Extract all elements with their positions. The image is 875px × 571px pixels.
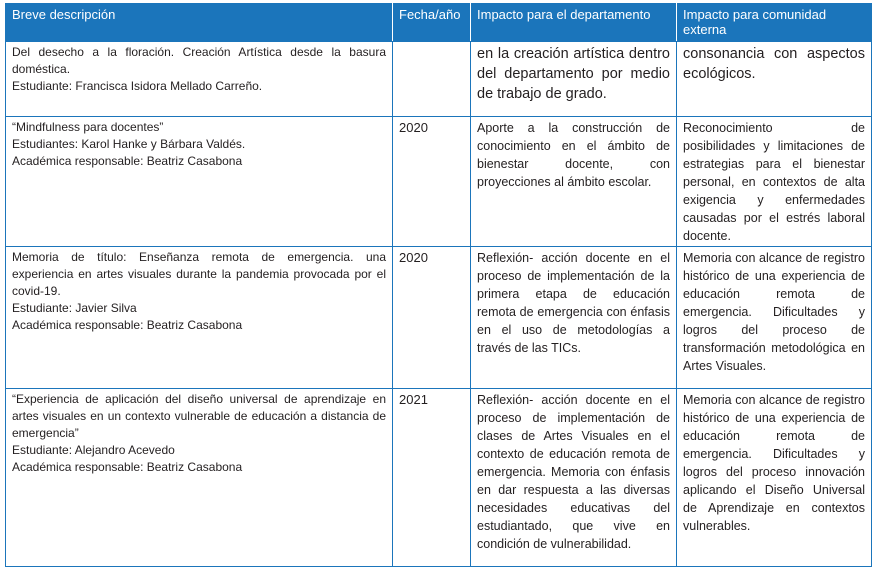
table-row <box>6 389 872 567</box>
impact-department-cell: Reflexión- acción docente en el proceso de implementación de la primera etapa de educación remota de emergencia con énfasis en el uso de metodologías a través de las TICs. <box>471 247 677 389</box>
header-impact-department: Impacto para el departamento <box>471 4 677 42</box>
impact-department-cell: Reflexión- acción docente en el proceso de implementación de clases de Artes Visuales en el contexto de educación remota de emergencia. Memoria con énfasis en dar respuesta a las diversas necesidades educativas del estudiantado, que vive en condición de vulnerabilidad. <box>471 389 677 567</box>
impact-external-cell: Memoria con alcance de registro histórico de una experiencia de educación remota de emergencia. Dificultades y logros del proceso innovación aplicando el Diseño Universal de Aprendizaje en contextos vulnerables. <box>677 389 872 567</box>
description-cell <box>6 389 393 567</box>
description-students: Estudiantes: Karol Hanke y Bárbara Valdés. <box>12 137 246 151</box>
impact-external-cell: Reconocimiento de posibilidades y limitaciones de estrategias para el bienestar personal, en contextos de alta exigencia y enfermedades causadas por el estrés laboral docente. <box>677 117 872 247</box>
impact-department-cell: en la creación artística dentro del departamento por medio de trabajo de grado. <box>471 42 677 117</box>
description-academic: Académica responsable: Beatriz Casabona <box>12 154 243 168</box>
description-title: Del desecho a la floración. Creación Artística desde la basura doméstica. <box>12 45 386 76</box>
table-row <box>6 42 872 117</box>
description-student: Estudiante: Alejandro Acevedo <box>12 443 175 457</box>
impact-external-cell: Memoria con alcance de registro histórico de una experiencia de educación remota de emergencia. Dificultades y logros del proceso de transformación metodológica en Artes Visuales. <box>677 247 872 389</box>
description-cell <box>6 117 393 247</box>
header-impact-external: Impacto para comunidad externa <box>677 4 872 42</box>
description-title: “Experiencia de aplicación del diseño universal de aprendizaje en artes visuales en un contexto vulnerable de educación a distancia de emergencia” <box>12 392 386 440</box>
description-academic: Académica responsable: Beatriz Casabona <box>12 318 243 332</box>
projects-table <box>5 3 872 567</box>
description-cell <box>6 247 393 389</box>
table-row <box>6 117 872 247</box>
table-row <box>6 247 872 389</box>
year-cell: 2020 <box>393 117 471 247</box>
table-header-row <box>6 4 872 42</box>
description-title: Memoria de título: Enseñanza remota de emergencia. una experiencia en artes visuales durante la pandemia provocada por el covid-19. <box>12 250 386 298</box>
description-cell <box>6 42 393 117</box>
impact-external-cell: consonancia con aspectos ecológicos. <box>677 42 872 117</box>
header-description: Breve descripción <box>6 4 393 42</box>
impact-department-cell: Aporte a la construcción de conocimiento en el ámbito de bienestar docente, con proyecciones al ámbito escolar. <box>471 117 677 247</box>
year-cell <box>393 42 471 117</box>
year-cell: 2020 <box>393 247 471 389</box>
description-title: “Mindfulness para docentes” <box>12 120 164 134</box>
description-student: Estudiante: Javier Silva <box>12 301 137 315</box>
header-date-year: Fecha/año <box>393 4 471 42</box>
year-cell: 2021 <box>393 389 471 567</box>
description-academic: Académica responsable: Beatriz Casabona <box>12 460 243 474</box>
description-student: Estudiante: Francisca Isidora Mellado Carreño. <box>12 79 263 93</box>
